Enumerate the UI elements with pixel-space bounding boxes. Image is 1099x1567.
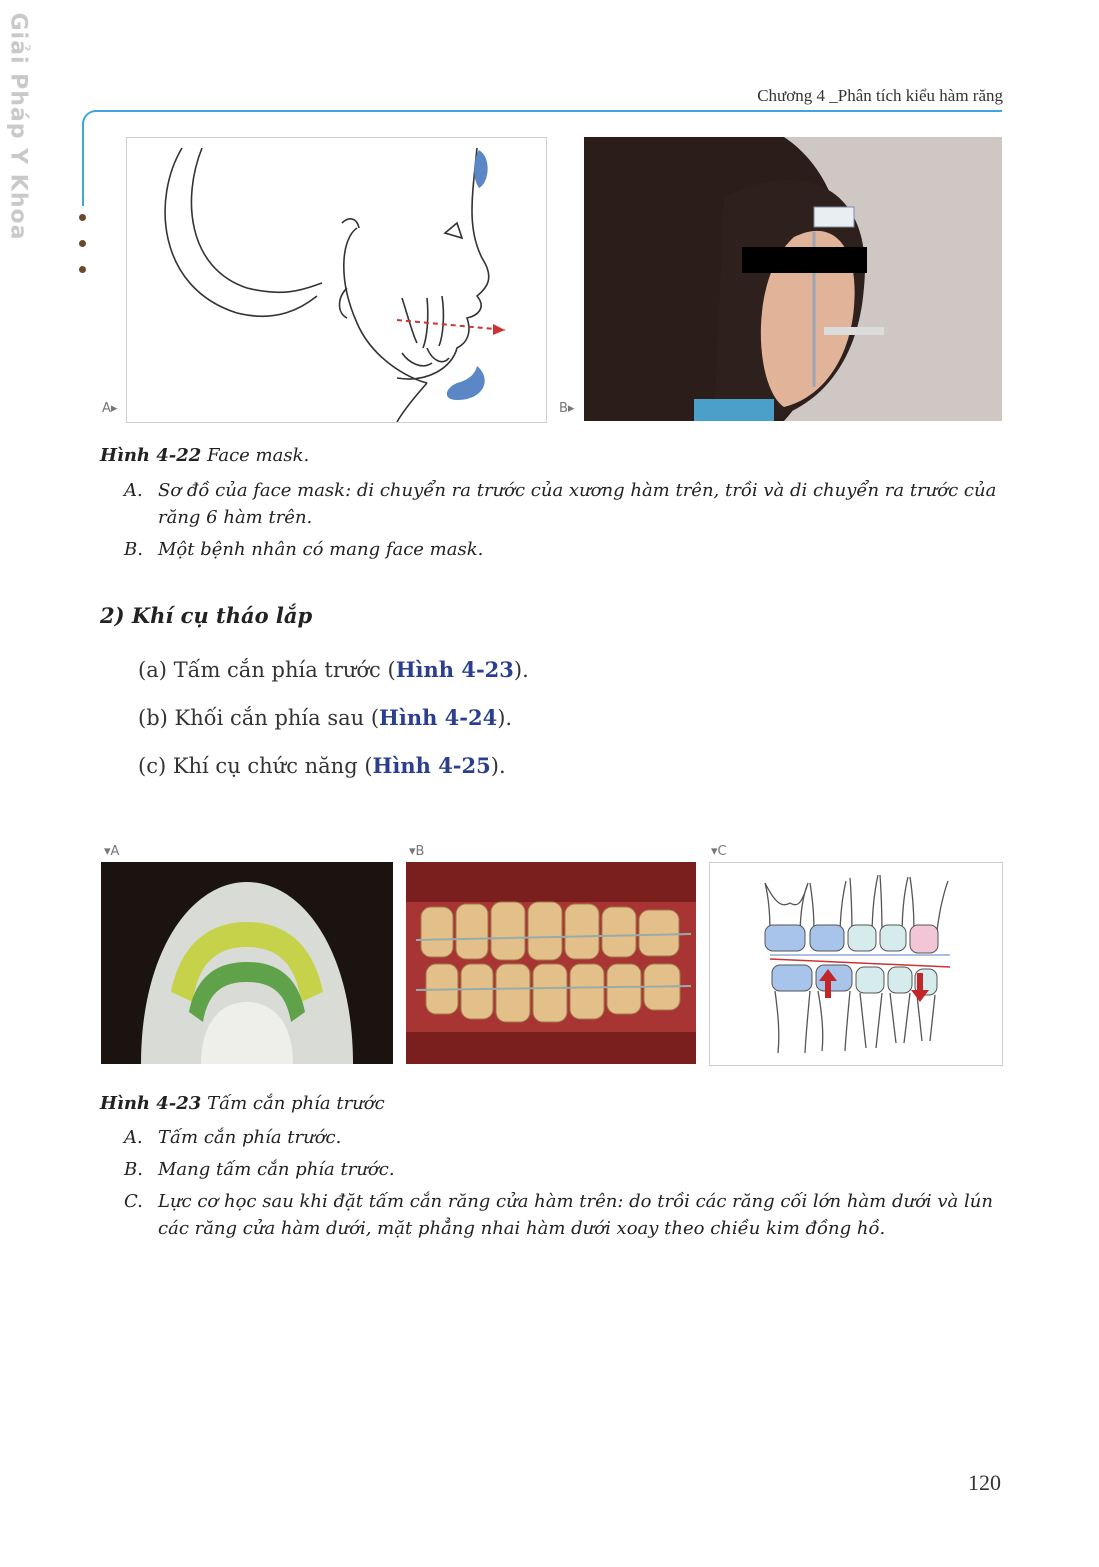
side-line bbox=[82, 122, 84, 206]
watermark-text: Giải Pháp Y Khoa bbox=[5, 12, 31, 241]
caption-item: C. Lực cơ học sau khi đặt tấm cắn răng cửa hàm trên: do trồi các răng cối lớn hàm dưới và lún các răng cửa hàm dưới, mặt phẳng nhai hàm dưới xoay theo chiều kim đồng hồ. bbox=[124, 1191, 993, 1239]
figure-panel-letter: ▾C bbox=[711, 844, 727, 859]
list-item: (b) Khối cắn phía sau (Hình 4-24). bbox=[138, 705, 513, 730]
figure-reference-link[interactable]: Hình 4-24 bbox=[379, 705, 498, 730]
decor-dot bbox=[79, 214, 86, 221]
figure-reference-link[interactable]: Hình 4-25 bbox=[372, 753, 491, 778]
figure-4-23c-diagram bbox=[709, 862, 1003, 1066]
decor-dot bbox=[79, 266, 86, 273]
figure-4-23a-photo bbox=[101, 862, 393, 1064]
tooth-force-diagram bbox=[710, 863, 1002, 1065]
header-corner bbox=[82, 110, 100, 127]
decor-dot bbox=[79, 240, 86, 247]
list-item: (c) Khí cụ chức năng (Hình 4-25). bbox=[138, 753, 506, 778]
figure-panel-letter: B▸ bbox=[559, 401, 575, 416]
braces-teeth-photo bbox=[406, 862, 696, 1064]
section-title: 2) Khí cụ tháo lắp bbox=[100, 603, 313, 628]
figure-panel-letter: ▾A bbox=[104, 844, 120, 859]
header-rule bbox=[96, 110, 1002, 112]
figure-panel-letter: A▸ bbox=[102, 401, 118, 416]
list-item: (a) Tấm cắn phía trước (Hình 4-23). bbox=[138, 657, 529, 682]
figure-4-22-caption-title: Hình 4-22 Face mask. bbox=[100, 445, 310, 466]
figure-reference-link[interactable]: Hình 4-23 bbox=[395, 657, 514, 682]
caption-item: A. Tấm cắn phía trước. bbox=[124, 1127, 342, 1148]
caption-item: B. Mang tấm cắn phía trước. bbox=[124, 1159, 395, 1180]
figure-4-22b-photo bbox=[584, 137, 1002, 421]
figure-4-22a-diagram bbox=[126, 137, 547, 423]
figure-4-23-caption-title: Hình 4-23 Tấm cắn phía trước bbox=[100, 1093, 385, 1114]
patient-face-mask-photo bbox=[584, 137, 1002, 421]
figure-4-23b-photo bbox=[406, 862, 696, 1064]
bite-plate-photo bbox=[101, 862, 393, 1064]
caption-item: A. Sơ đồ của face mask: di chuyển ra trước của xương hàm trên, trồi và di chuyển ra trước của răng 6 hàm trên. bbox=[124, 480, 997, 528]
caption-item: B. Một bệnh nhân có mang face mask. bbox=[124, 539, 484, 560]
figure-panel-letter: ▾B bbox=[409, 844, 425, 859]
running-head: Chương 4 _Phân tích kiểu hàm răng bbox=[757, 86, 1003, 105]
face-mask-diagram-illustration bbox=[127, 138, 546, 422]
page-number: 120 bbox=[968, 1470, 1001, 1495]
